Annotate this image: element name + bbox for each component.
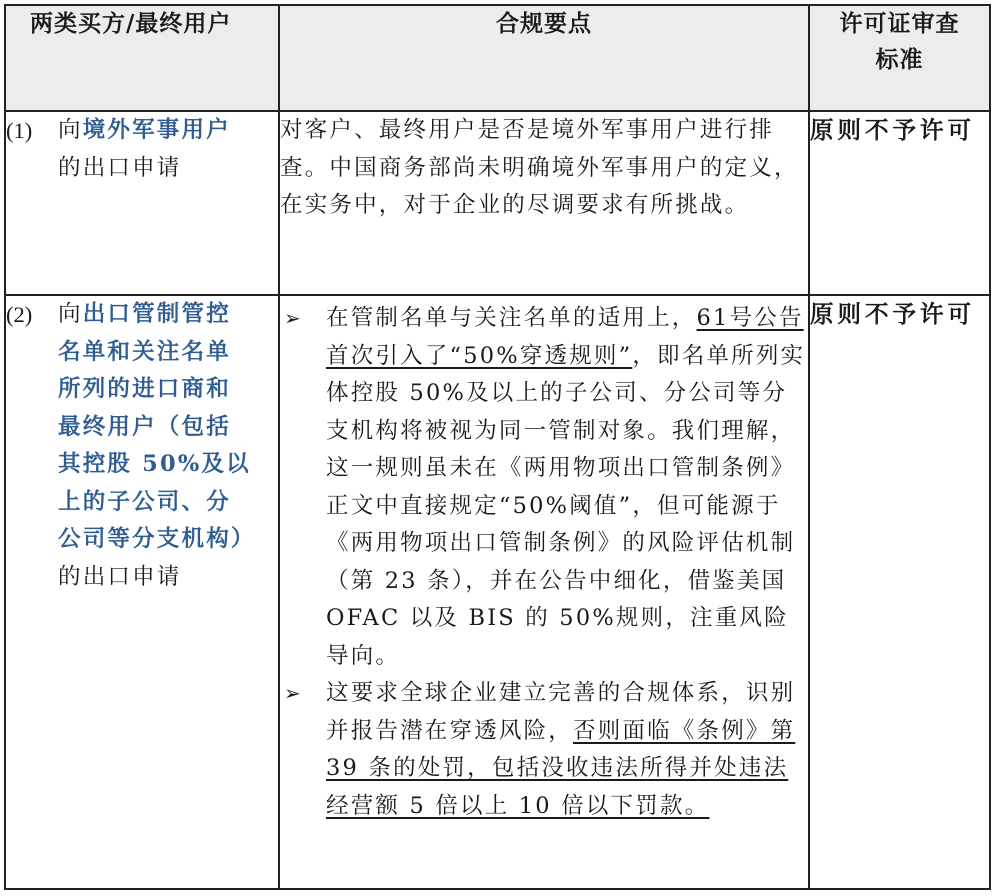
bullet-text: 在管制名单与关注名单的适用上， <box>326 305 697 331</box>
buyer-suffix: 的出口申请 <box>58 154 182 181</box>
bullet-underlined-text: 61号公告首次引入了“50%穿透规则” <box>326 305 804 369</box>
header-standard-cell <box>809 5 990 111</box>
header-compliance-points: 合规要点 <box>496 10 592 37</box>
points-cell <box>279 295 809 889</box>
points-cell <box>279 111 809 295</box>
arrow-bullet-icon: ➢ <box>284 681 303 705</box>
bullet-item <box>280 675 808 825</box>
header-row <box>5 5 990 111</box>
buyer-highlight: 境外军事用户 <box>82 117 231 143</box>
review-standard: 原则不予许可 <box>810 300 975 328</box>
compliance-point-text: 对客户、最终用户是否是境外军事用户进行排查。中国商务部尚未明确境外军事用户的定义，在实务中，对于企业的尽调要求有所挑战。 <box>280 117 799 218</box>
header-standard-line1: 许可证审查 <box>839 10 960 37</box>
standard-cell <box>809 295 990 889</box>
row-number: (2) <box>6 302 33 327</box>
compliance-table <box>4 4 991 890</box>
buyer-prefix: 向 <box>58 301 83 327</box>
header-points-cell <box>279 5 809 111</box>
bullet-underlined-text: 否则面临《条例》第 39 条的处罚，包括没收违法所得并处违法经营额 5 倍以上 10 倍以下罚款。 <box>326 717 796 819</box>
table-row <box>5 111 990 295</box>
standard-cell <box>809 111 990 295</box>
buyer-prefix: 向 <box>58 117 83 143</box>
buyer-text <box>58 112 254 187</box>
bullet-text: 这要求全球企业建立完善的合规体系，识别并报告潜在穿透风险， <box>326 680 796 744</box>
header-standard-line2: 标准 <box>875 46 924 73</box>
table-row <box>5 295 990 889</box>
buyer-suffix: 的出口申请 <box>58 563 182 590</box>
buyer-cell <box>5 111 279 295</box>
header-buyer-cell <box>5 5 279 111</box>
review-standard: 原则不予许可 <box>810 116 975 144</box>
arrow-bullet-icon: ➢ <box>284 306 303 330</box>
header-buyer: 两类买方/最终用户 <box>30 10 232 37</box>
bullet-text-continued: ，即名单所列实体控股 50%及以上的子公司、分公司等分支机构将被视为同一管制对象。我们理解，这一规则虽未在《两用物项出口管制条例》正文中直接规定“50%阈值”，但可能源于《两用物项出口管制条例》的风险评估机制（第 23 条），并在公告中细化，借鉴美国 OFAC 以及 BIS 的 50%规则，注重风险导向。 <box>326 342 806 669</box>
buyer-cell <box>5 295 279 889</box>
row-number: (1) <box>6 118 33 143</box>
bullet-item <box>280 300 808 675</box>
buyer-text <box>58 296 254 596</box>
buyer-highlight: 出口管制管控名单和关注名单所列的进口商和最终用户（包括其控股 50%及以上的子公司、分公司等分支机构） <box>58 301 256 552</box>
